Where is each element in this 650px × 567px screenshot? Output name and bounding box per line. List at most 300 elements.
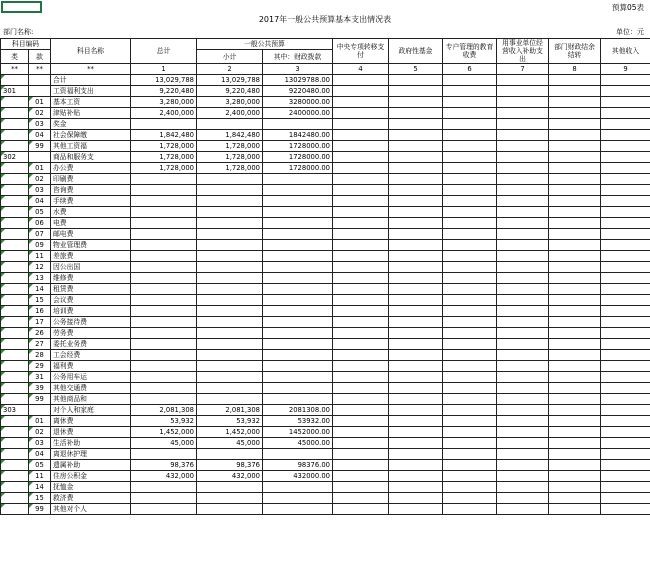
- class-cell[interactable]: [1, 97, 29, 108]
- class-cell[interactable]: 301: [1, 86, 29, 97]
- subject-name-cell[interactable]: 离退休护理: [51, 449, 131, 460]
- item-cell[interactable]: 16: [29, 306, 51, 317]
- subject-name-cell[interactable]: 其他交通费: [51, 383, 131, 394]
- fiscal-grant-cell[interactable]: 1842480.00: [263, 130, 333, 141]
- item-cell[interactable]: [29, 75, 51, 86]
- empty-cell[interactable]: [389, 350, 443, 361]
- empty-cell[interactable]: [549, 207, 601, 218]
- subject-name-cell[interactable]: 其他对个人: [51, 504, 131, 515]
- total-cell[interactable]: [131, 493, 197, 504]
- subject-name-cell[interactable]: 福利费: [51, 361, 131, 372]
- item-cell[interactable]: 04: [29, 449, 51, 460]
- empty-cell[interactable]: [389, 504, 443, 515]
- empty-cell[interactable]: [549, 405, 601, 416]
- total-cell[interactable]: 1,728,000: [131, 141, 197, 152]
- empty-cell[interactable]: [497, 141, 549, 152]
- empty-cell[interactable]: [443, 416, 497, 427]
- fiscal-grant-cell[interactable]: [263, 240, 333, 251]
- fiscal-grant-cell[interactable]: [263, 394, 333, 405]
- empty-cell[interactable]: [601, 383, 650, 394]
- empty-cell[interactable]: [333, 97, 389, 108]
- empty-cell[interactable]: [601, 251, 650, 262]
- empty-cell[interactable]: [549, 240, 601, 251]
- fiscal-grant-cell[interactable]: [263, 196, 333, 207]
- empty-cell[interactable]: [549, 361, 601, 372]
- class-cell[interactable]: [1, 427, 29, 438]
- class-cell[interactable]: [1, 482, 29, 493]
- empty-cell[interactable]: [601, 284, 650, 295]
- fiscal-grant-cell[interactable]: [263, 449, 333, 460]
- fiscal-grant-cell[interactable]: [263, 295, 333, 306]
- empty-cell[interactable]: [333, 328, 389, 339]
- empty-cell[interactable]: [497, 284, 549, 295]
- empty-cell[interactable]: [389, 416, 443, 427]
- subject-name-cell[interactable]: 退休费: [51, 427, 131, 438]
- index-cell[interactable]: **: [1, 64, 29, 75]
- empty-cell[interactable]: [443, 306, 497, 317]
- item-cell[interactable]: 03: [29, 438, 51, 449]
- item-cell[interactable]: 27: [29, 339, 51, 350]
- total-cell[interactable]: [131, 207, 197, 218]
- empty-cell[interactable]: [443, 130, 497, 141]
- subtotal-cell[interactable]: 98,376: [197, 460, 263, 471]
- empty-cell[interactable]: [497, 328, 549, 339]
- empty-cell[interactable]: [333, 174, 389, 185]
- empty-cell[interactable]: [549, 163, 601, 174]
- total-cell[interactable]: [131, 174, 197, 185]
- empty-cell[interactable]: [443, 493, 497, 504]
- empty-cell[interactable]: [497, 240, 549, 251]
- empty-cell[interactable]: [601, 350, 650, 361]
- empty-cell[interactable]: [601, 427, 650, 438]
- class-cell[interactable]: [1, 416, 29, 427]
- item-cell[interactable]: 99: [29, 141, 51, 152]
- fiscal-grant-cell[interactable]: [263, 361, 333, 372]
- empty-cell[interactable]: [601, 141, 650, 152]
- class-cell[interactable]: [1, 306, 29, 317]
- empty-cell[interactable]: [443, 174, 497, 185]
- total-cell[interactable]: [131, 218, 197, 229]
- empty-cell[interactable]: [389, 174, 443, 185]
- empty-cell[interactable]: [601, 493, 650, 504]
- empty-cell[interactable]: [389, 218, 443, 229]
- fiscal-grant-cell[interactable]: 3280000.00: [263, 97, 333, 108]
- empty-cell[interactable]: [443, 372, 497, 383]
- subtotal-cell[interactable]: [197, 251, 263, 262]
- empty-cell[interactable]: [601, 416, 650, 427]
- total-cell[interactable]: [131, 394, 197, 405]
- empty-cell[interactable]: [497, 339, 549, 350]
- subject-name-cell[interactable]: 电费: [51, 218, 131, 229]
- empty-cell[interactable]: [497, 405, 549, 416]
- subject-name-cell[interactable]: 抚恤金: [51, 482, 131, 493]
- subtotal-cell[interactable]: 9,220,480: [197, 86, 263, 97]
- total-cell[interactable]: [131, 339, 197, 350]
- empty-cell[interactable]: [601, 306, 650, 317]
- empty-cell[interactable]: [601, 229, 650, 240]
- empty-cell[interactable]: [601, 471, 650, 482]
- empty-cell[interactable]: [549, 460, 601, 471]
- total-cell[interactable]: 432,000: [131, 471, 197, 482]
- empty-cell[interactable]: [333, 394, 389, 405]
- subtotal-cell[interactable]: [197, 295, 263, 306]
- empty-cell[interactable]: [333, 482, 389, 493]
- empty-cell[interactable]: [549, 328, 601, 339]
- empty-cell[interactable]: [497, 229, 549, 240]
- item-cell[interactable]: 26: [29, 328, 51, 339]
- empty-cell[interactable]: [443, 295, 497, 306]
- empty-cell[interactable]: [549, 130, 601, 141]
- item-cell[interactable]: 15: [29, 295, 51, 306]
- subject-name-cell[interactable]: 物业管理费: [51, 240, 131, 251]
- fiscal-grant-cell[interactable]: 13029788.00: [263, 75, 333, 86]
- empty-cell[interactable]: [389, 119, 443, 130]
- subtotal-cell[interactable]: [197, 361, 263, 372]
- fiscal-grant-cell[interactable]: 1728000.00: [263, 141, 333, 152]
- class-cell[interactable]: [1, 207, 29, 218]
- empty-cell[interactable]: [497, 251, 549, 262]
- subject-name-cell[interactable]: 咨询费: [51, 185, 131, 196]
- empty-cell[interactable]: [601, 130, 650, 141]
- fiscal-grant-cell[interactable]: 432000.00: [263, 471, 333, 482]
- item-cell[interactable]: [29, 86, 51, 97]
- item-cell[interactable]: 11: [29, 251, 51, 262]
- total-cell[interactable]: [131, 350, 197, 361]
- empty-cell[interactable]: [443, 482, 497, 493]
- class-cell[interactable]: [1, 130, 29, 141]
- empty-cell[interactable]: [389, 97, 443, 108]
- subject-name-cell[interactable]: 办公费: [51, 163, 131, 174]
- subtotal-cell[interactable]: 45,000: [197, 438, 263, 449]
- empty-cell[interactable]: [601, 295, 650, 306]
- empty-cell[interactable]: [443, 196, 497, 207]
- fiscal-grant-cell[interactable]: [263, 482, 333, 493]
- total-cell[interactable]: [131, 229, 197, 240]
- empty-cell[interactable]: [601, 75, 650, 86]
- subtotal-cell[interactable]: 3,280,000: [197, 97, 263, 108]
- fiscal-grant-cell[interactable]: [263, 229, 333, 240]
- empty-cell[interactable]: [497, 394, 549, 405]
- class-cell[interactable]: [1, 295, 29, 306]
- empty-cell[interactable]: [497, 108, 549, 119]
- empty-cell[interactable]: [443, 328, 497, 339]
- empty-cell[interactable]: [389, 383, 443, 394]
- item-cell[interactable]: 15: [29, 493, 51, 504]
- total-cell[interactable]: 1,842,480: [131, 130, 197, 141]
- empty-cell[interactable]: [549, 273, 601, 284]
- item-cell[interactable]: 13: [29, 273, 51, 284]
- header-subject-name[interactable]: 科目名称: [51, 39, 131, 64]
- empty-cell[interactable]: [497, 438, 549, 449]
- empty-cell[interactable]: [497, 185, 549, 196]
- subtotal-cell[interactable]: [197, 196, 263, 207]
- class-cell[interactable]: [1, 163, 29, 174]
- empty-cell[interactable]: [601, 317, 650, 328]
- empty-cell[interactable]: [549, 339, 601, 350]
- subject-name-cell[interactable]: 手续费: [51, 196, 131, 207]
- empty-cell[interactable]: [389, 262, 443, 273]
- empty-cell[interactable]: [497, 130, 549, 141]
- empty-cell[interactable]: [549, 97, 601, 108]
- empty-cell[interactable]: [389, 273, 443, 284]
- empty-cell[interactable]: [443, 75, 497, 86]
- subject-name-cell[interactable]: 印刷费: [51, 174, 131, 185]
- empty-cell[interactable]: [549, 383, 601, 394]
- item-cell[interactable]: [29, 152, 51, 163]
- item-cell[interactable]: 99: [29, 504, 51, 515]
- empty-cell[interactable]: [601, 394, 650, 405]
- empty-cell[interactable]: [389, 394, 443, 405]
- empty-cell[interactable]: [333, 207, 389, 218]
- subtotal-cell[interactable]: [197, 328, 263, 339]
- fiscal-grant-cell[interactable]: [263, 504, 333, 515]
- class-cell[interactable]: [1, 273, 29, 284]
- empty-cell[interactable]: [549, 427, 601, 438]
- fiscal-grant-cell[interactable]: [263, 372, 333, 383]
- empty-cell[interactable]: [497, 383, 549, 394]
- subject-name-cell[interactable]: 商品和服务支: [51, 152, 131, 163]
- empty-cell[interactable]: [549, 416, 601, 427]
- item-cell[interactable]: 05: [29, 207, 51, 218]
- total-cell[interactable]: 13,029,788: [131, 75, 197, 86]
- empty-cell[interactable]: [497, 449, 549, 460]
- empty-cell[interactable]: [389, 284, 443, 295]
- class-cell[interactable]: [1, 449, 29, 460]
- empty-cell[interactable]: [549, 119, 601, 130]
- total-cell[interactable]: 2,400,000: [131, 108, 197, 119]
- fiscal-grant-cell[interactable]: 2081308.00: [263, 405, 333, 416]
- item-cell[interactable]: 04: [29, 196, 51, 207]
- empty-cell[interactable]: [549, 229, 601, 240]
- empty-cell[interactable]: [601, 449, 650, 460]
- empty-cell[interactable]: [601, 119, 650, 130]
- empty-cell[interactable]: [497, 416, 549, 427]
- fiscal-grant-cell[interactable]: [263, 119, 333, 130]
- fiscal-grant-cell[interactable]: [263, 262, 333, 273]
- empty-cell[interactable]: [333, 306, 389, 317]
- item-cell[interactable]: 09: [29, 240, 51, 251]
- empty-cell[interactable]: [549, 372, 601, 383]
- total-cell[interactable]: [131, 328, 197, 339]
- empty-cell[interactable]: [333, 317, 389, 328]
- subject-name-cell[interactable]: 社会保障缴: [51, 130, 131, 141]
- subtotal-cell[interactable]: [197, 482, 263, 493]
- subtotal-cell[interactable]: [197, 240, 263, 251]
- subtotal-cell[interactable]: [197, 119, 263, 130]
- total-cell[interactable]: 2,081,308: [131, 405, 197, 416]
- class-cell[interactable]: 302: [1, 152, 29, 163]
- empty-cell[interactable]: [601, 108, 650, 119]
- subtotal-cell[interactable]: 1,842,480: [197, 130, 263, 141]
- empty-cell[interactable]: [497, 218, 549, 229]
- empty-cell[interactable]: [389, 471, 443, 482]
- empty-cell[interactable]: [443, 240, 497, 251]
- fiscal-grant-cell[interactable]: 2400000.00: [263, 108, 333, 119]
- subtotal-cell[interactable]: 432,000: [197, 471, 263, 482]
- empty-cell[interactable]: [443, 86, 497, 97]
- total-cell[interactable]: [131, 482, 197, 493]
- item-cell[interactable]: 02: [29, 108, 51, 119]
- total-cell[interactable]: [131, 295, 197, 306]
- subtotal-cell[interactable]: [197, 394, 263, 405]
- header-gov-fund[interactable]: 政府性基金: [389, 39, 443, 64]
- fiscal-grant-cell[interactable]: [263, 273, 333, 284]
- empty-cell[interactable]: [443, 218, 497, 229]
- empty-cell[interactable]: [601, 207, 650, 218]
- empty-cell[interactable]: [333, 504, 389, 515]
- empty-cell[interactable]: [333, 240, 389, 251]
- item-cell[interactable]: 01: [29, 416, 51, 427]
- class-cell[interactable]: [1, 284, 29, 295]
- index-cell[interactable]: 4: [333, 64, 389, 75]
- subject-name-cell[interactable]: 维修费: [51, 273, 131, 284]
- fiscal-grant-cell[interactable]: [263, 317, 333, 328]
- empty-cell[interactable]: [497, 75, 549, 86]
- empty-cell[interactable]: [333, 471, 389, 482]
- class-cell[interactable]: [1, 196, 29, 207]
- item-cell[interactable]: 05: [29, 460, 51, 471]
- empty-cell[interactable]: [443, 394, 497, 405]
- header-item[interactable]: 款: [29, 50, 51, 64]
- subject-name-cell[interactable]: 水费: [51, 207, 131, 218]
- total-cell[interactable]: [131, 273, 197, 284]
- empty-cell[interactable]: [389, 196, 443, 207]
- class-cell[interactable]: [1, 185, 29, 196]
- empty-cell[interactable]: [497, 196, 549, 207]
- empty-cell[interactable]: [389, 339, 443, 350]
- item-cell[interactable]: 07: [29, 229, 51, 240]
- empty-cell[interactable]: [601, 482, 650, 493]
- total-cell[interactable]: [131, 383, 197, 394]
- item-cell[interactable]: [29, 405, 51, 416]
- empty-cell[interactable]: [497, 86, 549, 97]
- total-cell[interactable]: [131, 196, 197, 207]
- empty-cell[interactable]: [333, 383, 389, 394]
- empty-cell[interactable]: [443, 449, 497, 460]
- empty-cell[interactable]: [497, 207, 549, 218]
- class-cell[interactable]: [1, 471, 29, 482]
- subtotal-cell[interactable]: [197, 306, 263, 317]
- empty-cell[interactable]: [443, 141, 497, 152]
- empty-cell[interactable]: [333, 339, 389, 350]
- fiscal-grant-cell[interactable]: [263, 185, 333, 196]
- fiscal-grant-cell[interactable]: [263, 218, 333, 229]
- subject-name-cell[interactable]: 住房公积金: [51, 471, 131, 482]
- subject-name-cell[interactable]: 公务用车运: [51, 372, 131, 383]
- empty-cell[interactable]: [497, 174, 549, 185]
- empty-cell[interactable]: [549, 449, 601, 460]
- class-cell[interactable]: [1, 504, 29, 515]
- empty-cell[interactable]: [601, 196, 650, 207]
- item-cell[interactable]: 29: [29, 361, 51, 372]
- subtotal-cell[interactable]: [197, 493, 263, 504]
- empty-cell[interactable]: [389, 152, 443, 163]
- empty-cell[interactable]: [389, 251, 443, 262]
- total-cell[interactable]: 45,000: [131, 438, 197, 449]
- subtotal-cell[interactable]: [197, 449, 263, 460]
- subject-name-cell[interactable]: 奖金: [51, 119, 131, 130]
- empty-cell[interactable]: [549, 86, 601, 97]
- empty-cell[interactable]: [389, 108, 443, 119]
- empty-cell[interactable]: [389, 328, 443, 339]
- total-cell[interactable]: 1,452,000: [131, 427, 197, 438]
- empty-cell[interactable]: [333, 130, 389, 141]
- empty-cell[interactable]: [497, 361, 549, 372]
- empty-cell[interactable]: [443, 185, 497, 196]
- empty-cell[interactable]: [333, 493, 389, 504]
- subtotal-cell[interactable]: [197, 273, 263, 284]
- empty-cell[interactable]: [333, 273, 389, 284]
- total-cell[interactable]: [131, 185, 197, 196]
- empty-cell[interactable]: [333, 218, 389, 229]
- header-fiscal-grant[interactable]: 其中：财政拨款: [263, 50, 333, 64]
- empty-cell[interactable]: [443, 273, 497, 284]
- subject-name-cell[interactable]: 工会经费: [51, 350, 131, 361]
- empty-cell[interactable]: [549, 394, 601, 405]
- header-total[interactable]: 总计: [131, 39, 197, 64]
- empty-cell[interactable]: [601, 240, 650, 251]
- item-cell[interactable]: 28: [29, 350, 51, 361]
- empty-cell[interactable]: [389, 361, 443, 372]
- subtotal-cell[interactable]: [197, 504, 263, 515]
- subtotal-cell[interactable]: 1,728,000: [197, 141, 263, 152]
- class-cell[interactable]: [1, 372, 29, 383]
- empty-cell[interactable]: [497, 97, 549, 108]
- subject-name-cell[interactable]: 会议费: [51, 295, 131, 306]
- subject-name-cell[interactable]: 津贴补贴: [51, 108, 131, 119]
- empty-cell[interactable]: [443, 97, 497, 108]
- total-cell[interactable]: [131, 251, 197, 262]
- total-cell[interactable]: [131, 504, 197, 515]
- item-cell[interactable]: 02: [29, 427, 51, 438]
- subject-name-cell[interactable]: 委托业务费: [51, 339, 131, 350]
- empty-cell[interactable]: [549, 350, 601, 361]
- subtotal-cell[interactable]: [197, 262, 263, 273]
- total-cell[interactable]: 98,376: [131, 460, 197, 471]
- empty-cell[interactable]: [333, 284, 389, 295]
- subtotal-cell[interactable]: [197, 218, 263, 229]
- subtotal-cell[interactable]: [197, 174, 263, 185]
- class-cell[interactable]: 303: [1, 405, 29, 416]
- index-cell[interactable]: 1: [131, 64, 197, 75]
- subject-name-cell[interactable]: 其他商品和: [51, 394, 131, 405]
- total-cell[interactable]: 1,728,000: [131, 152, 197, 163]
- header-dept-fund[interactable]: 部门财政结余结转: [549, 39, 601, 64]
- empty-cell[interactable]: [549, 317, 601, 328]
- empty-cell[interactable]: [443, 339, 497, 350]
- fiscal-grant-cell[interactable]: 98376.00: [263, 460, 333, 471]
- empty-cell[interactable]: [333, 119, 389, 130]
- empty-cell[interactable]: [549, 504, 601, 515]
- empty-cell[interactable]: [549, 482, 601, 493]
- header-class[interactable]: 类: [1, 50, 29, 64]
- class-cell[interactable]: [1, 174, 29, 185]
- class-cell[interactable]: [1, 328, 29, 339]
- class-cell[interactable]: [1, 317, 29, 328]
- empty-cell[interactable]: [389, 317, 443, 328]
- subject-name-cell[interactable]: 其他工资福: [51, 141, 131, 152]
- class-cell[interactable]: [1, 108, 29, 119]
- empty-cell[interactable]: [389, 141, 443, 152]
- item-cell[interactable]: 14: [29, 284, 51, 295]
- empty-cell[interactable]: [601, 185, 650, 196]
- empty-cell[interactable]: [389, 130, 443, 141]
- class-cell[interactable]: [1, 383, 29, 394]
- subtotal-cell[interactable]: 2,400,000: [197, 108, 263, 119]
- empty-cell[interactable]: [389, 163, 443, 174]
- empty-cell[interactable]: [601, 405, 650, 416]
- empty-cell[interactable]: [497, 152, 549, 163]
